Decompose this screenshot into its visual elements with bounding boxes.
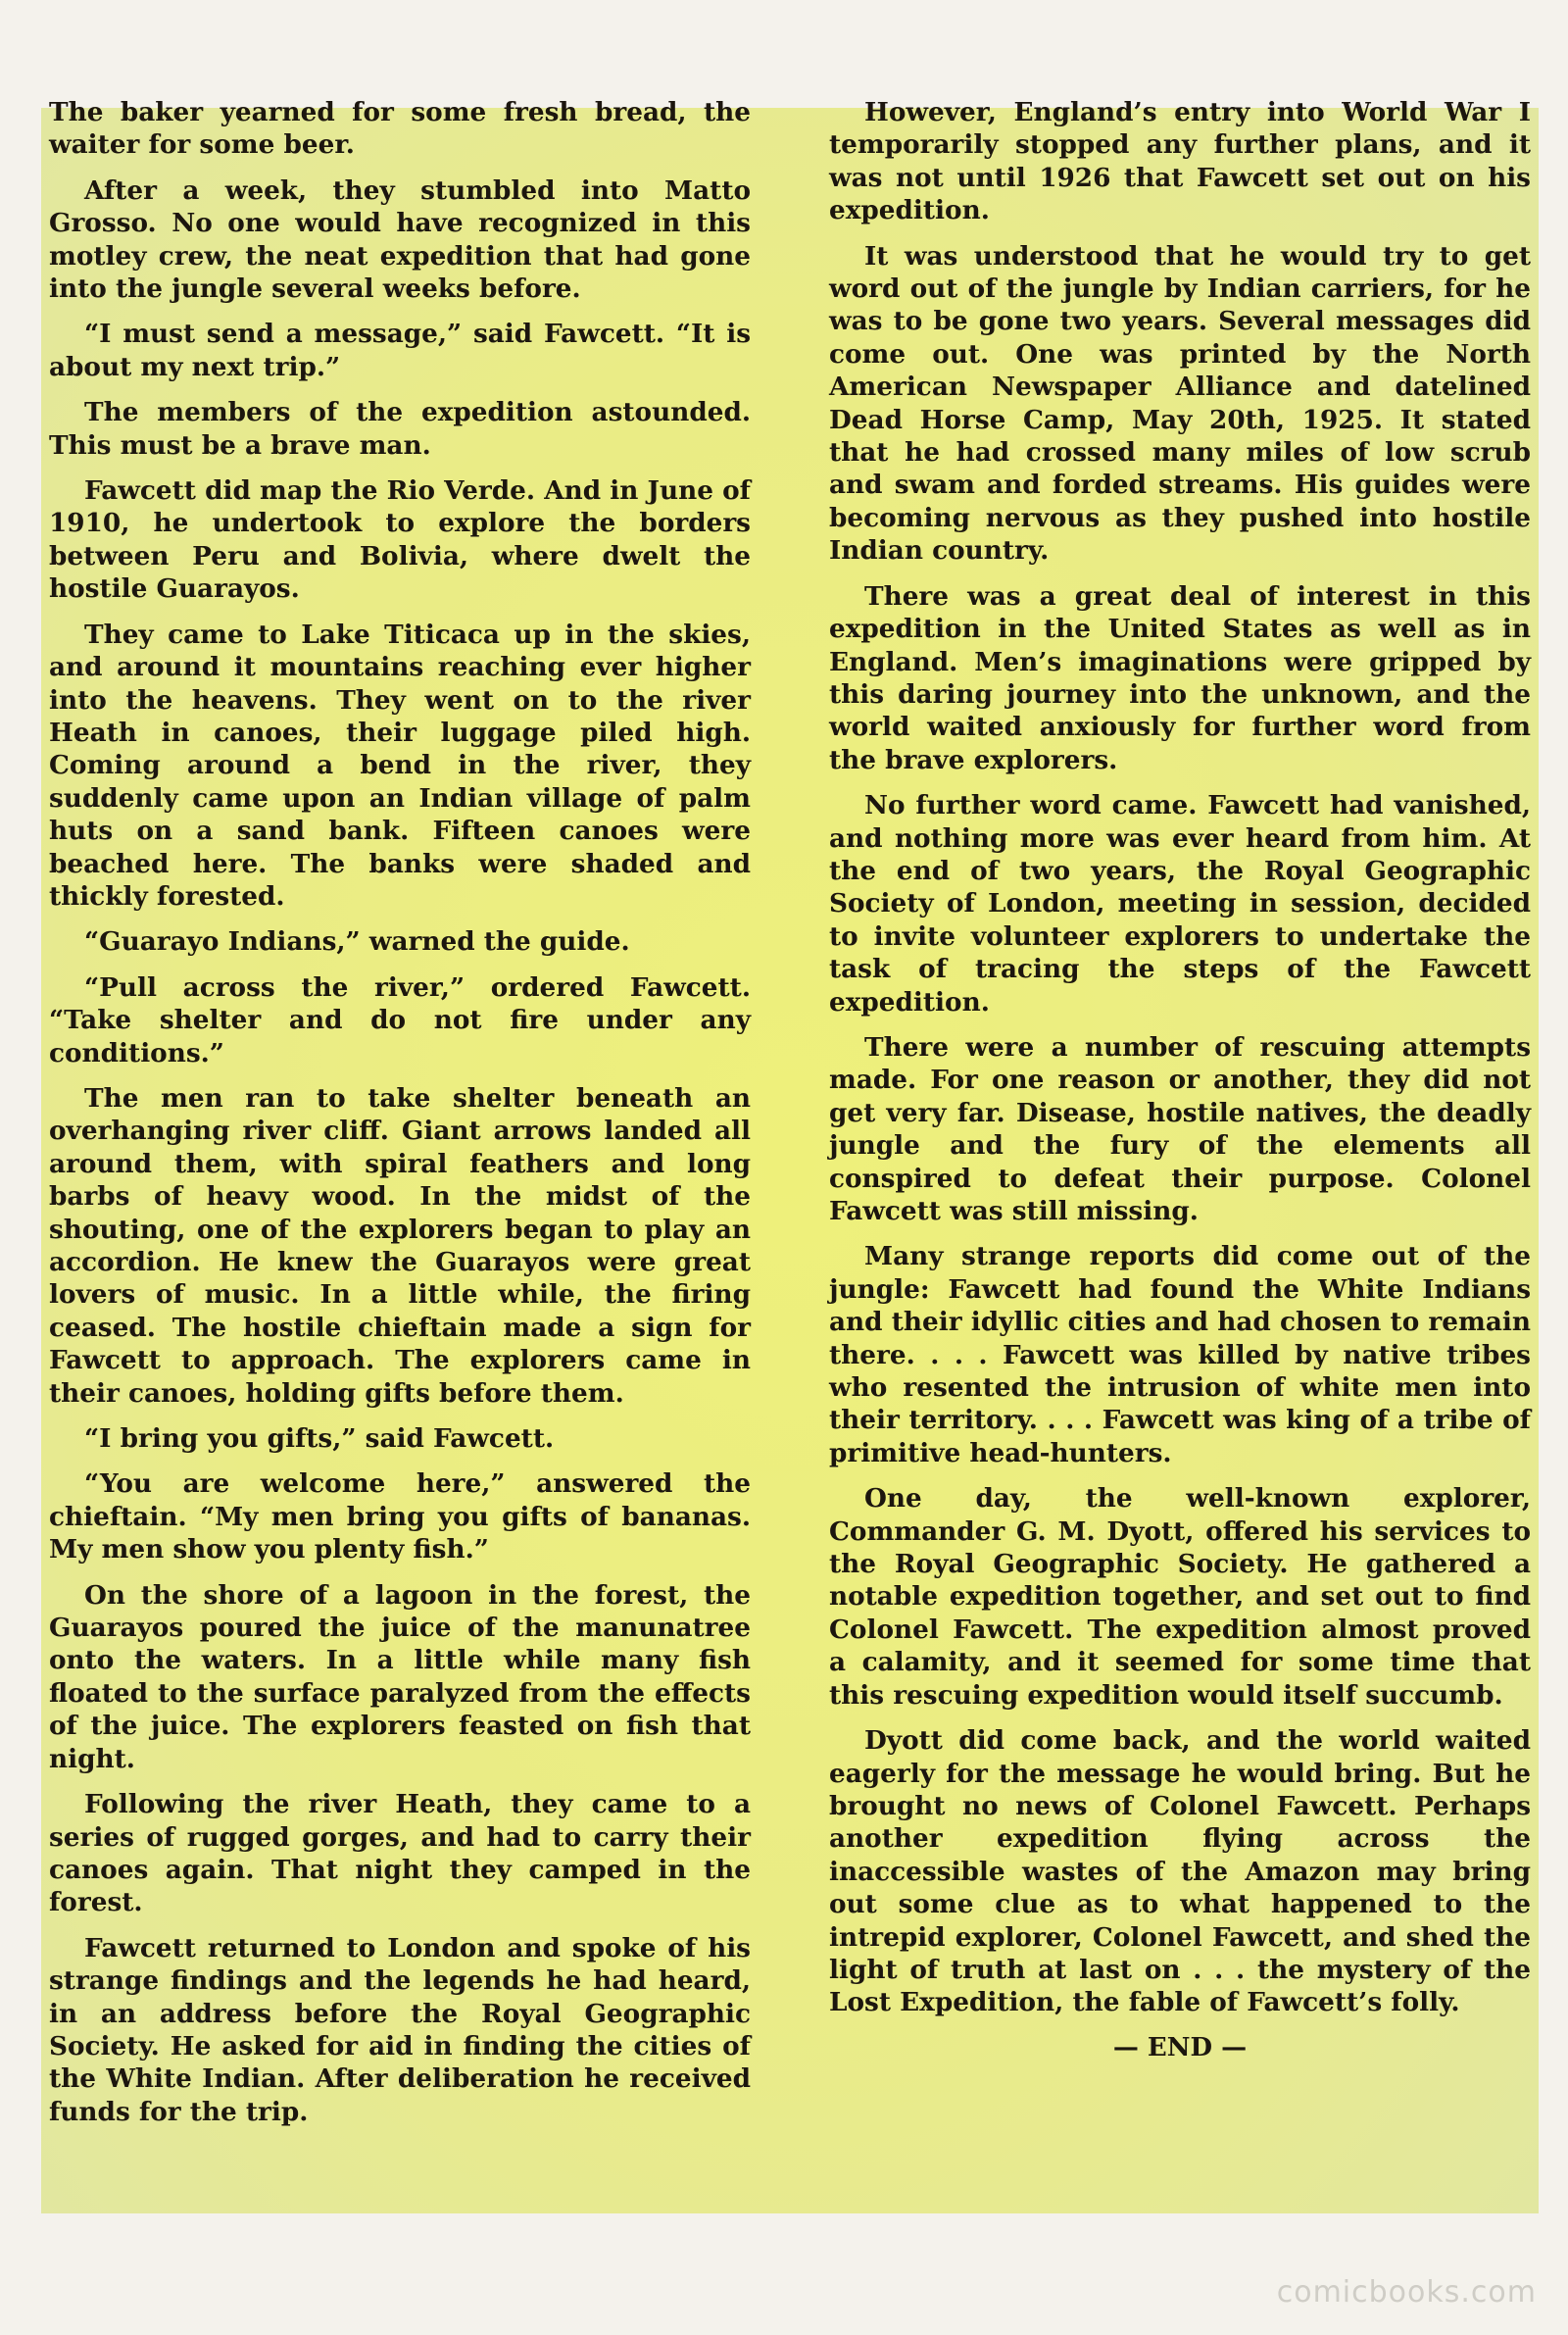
paragraph: There were a number of rescuing attempts made. For one reason or another, they did not get very far. Disease, hostile natives, the deadly jungle and the fury of the elements all conspired to defeat their purpose. Colonel Fawcett was still missing. <box>829 1031 1531 1226</box>
paragraph: On the shore of a lagoon in the forest, the Guarayos poured the juice of the manunatree onto the waters. In a little while many fish floated to the surface paralyzed from the effects of the juice. The explorers feasted on fish that night. <box>49 1579 751 1774</box>
paragraph: Dyott did come back, and the world waited eagerly for the message he would bring. But he brought no news of Colonel Fawcett. Perhaps another expedition flying across the inaccessible wastes of the Amazon may bring out some clue as to what happened to the intrepid explorer, Colonel Fawcett, and shed the light of truth at last on . . . the mystery of the Lost Expedition, the fable of Fawcett’s folly. <box>829 1725 1531 2018</box>
paragraph: There was a great deal of interest in this expedition in the United States as well as in England. Men’s imaginations were gripped by this daring journey into the unknown, and the world waited anxiously for further word from the brave explorers. <box>829 580 1531 775</box>
paragraph: After a week, they stumbled into Matto Grosso. No one would have recognized in this motley crew, the neat expedition that had gone into the jungle several weeks before. <box>49 174 751 305</box>
paragraph: The members of the expedition astounded. This must be a brave man. <box>49 397 751 461</box>
paragraph: Following the river Heath, they came to a series of rugged gorges, and had to carry their canoes again. That night they camped in the forest. <box>49 1789 751 1918</box>
paragraph: The baker yearned for some fresh bread, the waiter for some beer. <box>49 97 751 161</box>
right-text-column <box>829 96 1531 2064</box>
paragraph: Fawcett did map the Rio Verde. And in June of 1910, he undertook to explore the borders between Peru and Bolivia, where dwelt the hostile Guarayos. <box>49 475 751 605</box>
paragraph: “I bring you gifts,” said Fawcett. <box>84 1423 555 1455</box>
paragraph: No further word came. Fawcett had vanished, and nothing more was ever heard from him. At the end of two years, the Royal Geographic Society of London, meeting in session, decided to invite volunteer explorers to undertake the task of tracing the steps of the Fawcett expedition. <box>829 790 1531 1018</box>
paragraph: They came to Lake Titicaca up in the skies, and around it mountains reaching ever higher into the heavens. They went on to the river Heath in canoes, their luggage piled high. Coming around a bend in the river, they suddenly came upon an Indian village of palm huts on a sand bank. Fifteen canoes were beached here. The banks were shaded and thickly forested. <box>49 619 751 912</box>
paragraph: Fawcett returned to London and spoke of his strange findings and the legends he had heard, in an address before the Royal Geographic Society. He asked for aid in finding the cities of the White Indian. After deliberation he received funds for the trip. <box>49 1932 751 2127</box>
paragraph: Many strange reports did come out of the jungle: Fawcett had found the White Indians and their idyllic cities and had chosen to remain there. . . . Fawcett was killed by native tribes who resented the intrusion of white men into their territory. . . . Fawcett was king of a tribe of primitive head-hunters. <box>829 1241 1531 1468</box>
paragraph: However, England’s entry into World War I temporarily stopped any further plans, and it was not until 1926 that Fawcett set out on his expedition. <box>829 97 1531 226</box>
paragraph: It was understood that he would try to get word out of the jungle by Indian carriers, for he was to be gone two years. Several messages did come out. One was printed by the North American Newspaper Alliance and datelined Dead Horse Camp, May 20th, 1925. It stated that he had crossed many miles of low scrub and swam and forded streams. His guides were becoming nervous as they pushed into hostile Indian country. <box>829 240 1531 567</box>
paragraph: “Pull across the river,” ordered Fawcett. “Take shelter and do not fire under any conditions.” <box>49 971 751 1068</box>
paragraph: The men ran to take shelter beneath an overhanging river cliff. Giant arrows landed all around them, with spiral feathers and long barbs of heavy wood. In the midst of the shouting, one of the explorers began to play an accordion. He knew the Guarayos were great lovers of music. In a little while, the firing ceased. The hostile chieftain made a sign for Fawcett to approach. The explorers came in their canoes, holding gifts before them. <box>49 1082 751 1409</box>
paragraph: “Guarayo Indians,” warned the guide. <box>84 926 630 958</box>
end-mark: — END — <box>1112 2032 1248 2062</box>
paragraph: “You are welcome here,” answered the chieftain. “My men bring you gifts of bananas. My men show you plenty fish.” <box>49 1468 751 1565</box>
left-text-column <box>49 96 751 2141</box>
watermark: comicbooks.com <box>1276 2275 1537 2310</box>
paragraph: One day, the well-known explorer, Commander G. M. Dyott, offered his services to the Royal Geographic Society. He gathered a notable expedition together, and set out to find Colonel Fawcett. The expedition almost proved a calamity, and it seemed for some time that this rescuing expedition would itself succumb. <box>829 1483 1531 1711</box>
paragraph: “I must send a message,” said Fawcett. “It is about my next trip.” <box>49 319 751 382</box>
